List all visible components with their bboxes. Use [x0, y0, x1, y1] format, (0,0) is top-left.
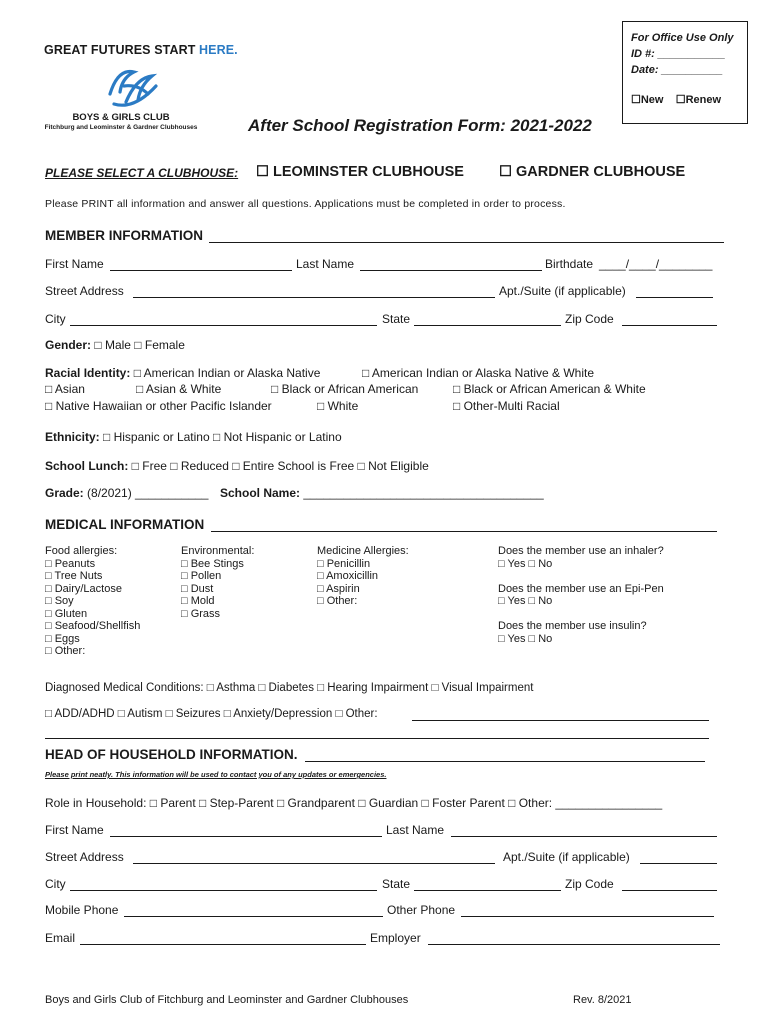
epipen-answer[interactable]: □ Yes □ No	[498, 595, 553, 607]
conditions-extra-line[interactable]	[45, 738, 709, 739]
member-birthdate-input[interactable]: ____/____/________	[599, 257, 713, 271]
env-dust[interactable]: □ Dust	[181, 582, 214, 595]
new-renew-row	[631, 92, 747, 108]
hoh-street-label: Street Address	[45, 850, 124, 864]
med-other[interactable]: □ Other:	[317, 595, 358, 607]
member-first-name-input[interactable]	[110, 270, 292, 271]
hoh-apt-input[interactable]	[640, 863, 717, 864]
member-state-input[interactable]	[414, 325, 561, 326]
member-street-input[interactable]	[133, 297, 495, 298]
clubhouse-select-label: PLEASE SELECT A CLUBHOUSE:	[45, 166, 239, 180]
member-apt-input[interactable]	[636, 297, 713, 298]
racial-row-1	[45, 366, 320, 380]
hoh-state-input[interactable]	[414, 890, 561, 891]
epipen-question: Does the member use an Epi-Pen	[498, 582, 664, 595]
hoh-employer-label: Employer	[370, 931, 421, 945]
hoh-last-name-label: Last Name	[386, 823, 445, 837]
household-title-underline	[305, 761, 705, 762]
member-zip-input[interactable]	[622, 325, 717, 326]
ethnicity-row	[45, 430, 342, 444]
insulin-answer[interactable]: □ Yes □ No	[498, 632, 553, 645]
medical-questions	[498, 545, 664, 645]
member-apt-label: Apt./Suite (if applicable)	[499, 284, 626, 298]
grade-row	[45, 486, 208, 500]
footer-org: Boys and Girls Club of Fitchburg and Leominster and Gardner Clubhouses	[45, 994, 409, 1006]
racial-option-white[interactable]: □ White	[317, 399, 359, 413]
hoh-mobile-label: Mobile Phone	[45, 903, 119, 917]
hoh-state-label: State	[382, 877, 411, 891]
food-other[interactable]: □ Other:	[45, 645, 86, 657]
food-gluten[interactable]: □ Gluten	[45, 607, 88, 620]
lunch-label: School Lunch:	[45, 459, 129, 473]
racial-option-asian[interactable]: □ Asian	[45, 382, 85, 396]
gender-row	[45, 338, 185, 352]
slogan	[44, 43, 238, 57]
insulin-question: Does the member use insulin?	[498, 620, 647, 632]
member-birthdate-label: Birthdate	[545, 257, 594, 271]
role-in-household-row[interactable]: Role in Household: □ Parent □ Step-Parent □ Grandparent □ Guardian □ Foster Parent □ Other: ________________	[45, 796, 663, 810]
racial-option-aian[interactable]: □ American Indian or Alaska Native	[133, 366, 321, 380]
footer-revision: Rev. 8/2021	[573, 994, 632, 1006]
member-street-label: Street Address	[45, 284, 124, 298]
food-soy[interactable]: □ Soy	[45, 595, 74, 607]
member-title-underline	[209, 242, 724, 243]
gardner-option[interactable]: ☐ GARDNER CLUBHOUSE	[499, 164, 686, 180]
gender-label: Gender:	[45, 338, 92, 352]
conditions-other-input[interactable]	[412, 720, 709, 721]
hoh-city-input[interactable]	[70, 890, 377, 891]
hoh-email-input[interactable]	[80, 944, 366, 945]
med-penicillin[interactable]: □ Penicillin	[317, 557, 371, 570]
lunch-row	[45, 459, 429, 473]
org-name: BOYS & GIRLS CLUB	[72, 112, 170, 123]
food-tree-nuts[interactable]: □ Tree Nuts	[45, 570, 103, 582]
food-seafood[interactable]: □ Seafood/Shellfish	[45, 620, 141, 632]
conditions-row-2[interactable]: □ ADD/ADHD □ Autism □ Seizures □ Anxiety/Depression □ Other:	[45, 708, 378, 720]
food-eggs[interactable]: □ Eggs	[45, 632, 80, 645]
hoh-zip-input[interactable]	[622, 890, 717, 891]
hoh-other-phone-label: Other Phone	[387, 903, 456, 917]
ethnicity-options[interactable]: □ Hispanic or Latino □ Not Hispanic or Latino	[103, 430, 342, 444]
environmental-label: Environmental:	[181, 545, 255, 557]
club-logo-icon	[104, 64, 164, 112]
racial-label: Racial Identity:	[45, 366, 131, 380]
racial-option-black-white[interactable]: □ Black or African American & White	[453, 382, 646, 396]
food-peanuts[interactable]: □ Peanuts	[45, 557, 96, 570]
hoh-last-name-input[interactable]	[451, 836, 717, 837]
env-mold[interactable]: □ Mold	[181, 595, 215, 607]
school-row	[220, 486, 544, 500]
school-input[interactable]: ____________________________________	[303, 486, 544, 500]
household-section-title: HEAD OF HOUSEHOLD INFORMATION.	[45, 747, 298, 762]
racial-option-aian-white[interactable]: □ American Indian or Alaska Native & White	[362, 366, 595, 380]
grade-label: Grade:	[45, 486, 84, 500]
hoh-employer-input[interactable]	[428, 944, 720, 945]
env-bee-stings[interactable]: □ Bee Stings	[181, 557, 244, 570]
hoh-first-name-input[interactable]	[110, 836, 382, 837]
medical-title-underline	[211, 531, 717, 532]
racial-option-nhpi[interactable]: □ Native Hawaiian or other Pacific Islander	[45, 399, 272, 413]
med-aspirin[interactable]: □ Aspirin	[317, 582, 360, 595]
hoh-mobile-input[interactable]	[124, 916, 383, 917]
inhaler-answer[interactable]: □ Yes □ No	[498, 557, 553, 570]
office-date-field[interactable]: Date: __________	[631, 64, 723, 76]
member-last-name-label: Last Name	[296, 257, 355, 271]
member-state-label: State	[382, 312, 411, 326]
household-note: Please print neatly. This information will be used to contact you of any updates or emergencies.	[45, 770, 387, 779]
slogan-text: GREAT FUTURES START	[44, 43, 200, 57]
school-label: School Name:	[220, 486, 301, 500]
env-grass[interactable]: □ Grass	[181, 607, 221, 620]
medicine-allergies-list	[317, 545, 409, 608]
hoh-first-name-label: First Name	[45, 823, 104, 837]
diagnosed-conditions-row[interactable]: Diagnosed Medical Conditions: □ Asthma □ Diabetes □ Hearing Impairment □ Visual Impairment	[45, 682, 534, 694]
ethnicity-label: Ethnicity:	[45, 430, 100, 444]
office-id-field[interactable]: ID #: ___________	[631, 48, 726, 60]
leominster-option[interactable]: ☐ LEOMINSTER CLUBHOUSE	[256, 164, 464, 180]
instructions: Please PRINT all information and answer all questions. Applications must be completed in order to process.	[45, 198, 566, 210]
member-last-name-input[interactable]	[360, 270, 542, 271]
member-city-label: City	[45, 312, 66, 326]
member-zip-label: Zip Code	[565, 312, 614, 326]
med-amoxicillin[interactable]: □ Amoxicillin	[317, 570, 379, 582]
office-use-title: For Office Use Only	[631, 32, 734, 44]
food-allergies-list	[45, 545, 140, 658]
racial-option-asian-white[interactable]: □ Asian & White	[136, 382, 222, 396]
food-allergies-label: Food allergies:	[45, 545, 118, 557]
racial-option-black[interactable]: □ Black or African American	[271, 382, 419, 396]
new-checkbox[interactable]: ☐New	[631, 94, 664, 106]
slogan-accent: HERE.	[199, 43, 238, 57]
hoh-apt-label: Apt./Suite (if applicable)	[503, 850, 630, 864]
org-subtitle: Fitchburg and Leominster & Gardner Clubhouses	[44, 124, 198, 131]
hoh-other-phone-input[interactable]	[461, 916, 714, 917]
medical-section-title: MEDICAL INFORMATION	[45, 517, 205, 532]
member-first-name-label: First Name	[45, 257, 104, 271]
grade-input[interactable]: (8/2021) ___________	[87, 486, 209, 500]
gender-options[interactable]: □ Male □ Female	[94, 338, 185, 352]
hoh-street-input[interactable]	[133, 863, 495, 864]
office-use-box	[622, 21, 748, 124]
hoh-zip-label: Zip Code	[565, 877, 614, 891]
environmental-list	[181, 545, 254, 620]
inhaler-question: Does the member use an inhaler?	[498, 545, 664, 557]
hoh-email-label: Email	[45, 931, 76, 945]
form-title: After School Registration Form: 2021-2022	[248, 116, 592, 135]
env-pollen[interactable]: □ Pollen	[181, 570, 222, 582]
food-dairy[interactable]: □ Dairy/Lactose	[45, 582, 122, 595]
medicine-allergies-label: Medicine Allergies:	[317, 545, 409, 557]
lunch-options[interactable]: □ Free □ Reduced □ Entire School is Free □ Not Eligible	[131, 459, 429, 473]
member-section-title: MEMBER INFORMATION	[45, 228, 203, 243]
renew-checkbox[interactable]: ☐Renew	[675, 94, 722, 106]
hoh-city-label: City	[45, 877, 66, 891]
racial-option-multi[interactable]: □ Other-Multi Racial	[453, 399, 560, 413]
member-city-input[interactable]	[70, 325, 377, 326]
